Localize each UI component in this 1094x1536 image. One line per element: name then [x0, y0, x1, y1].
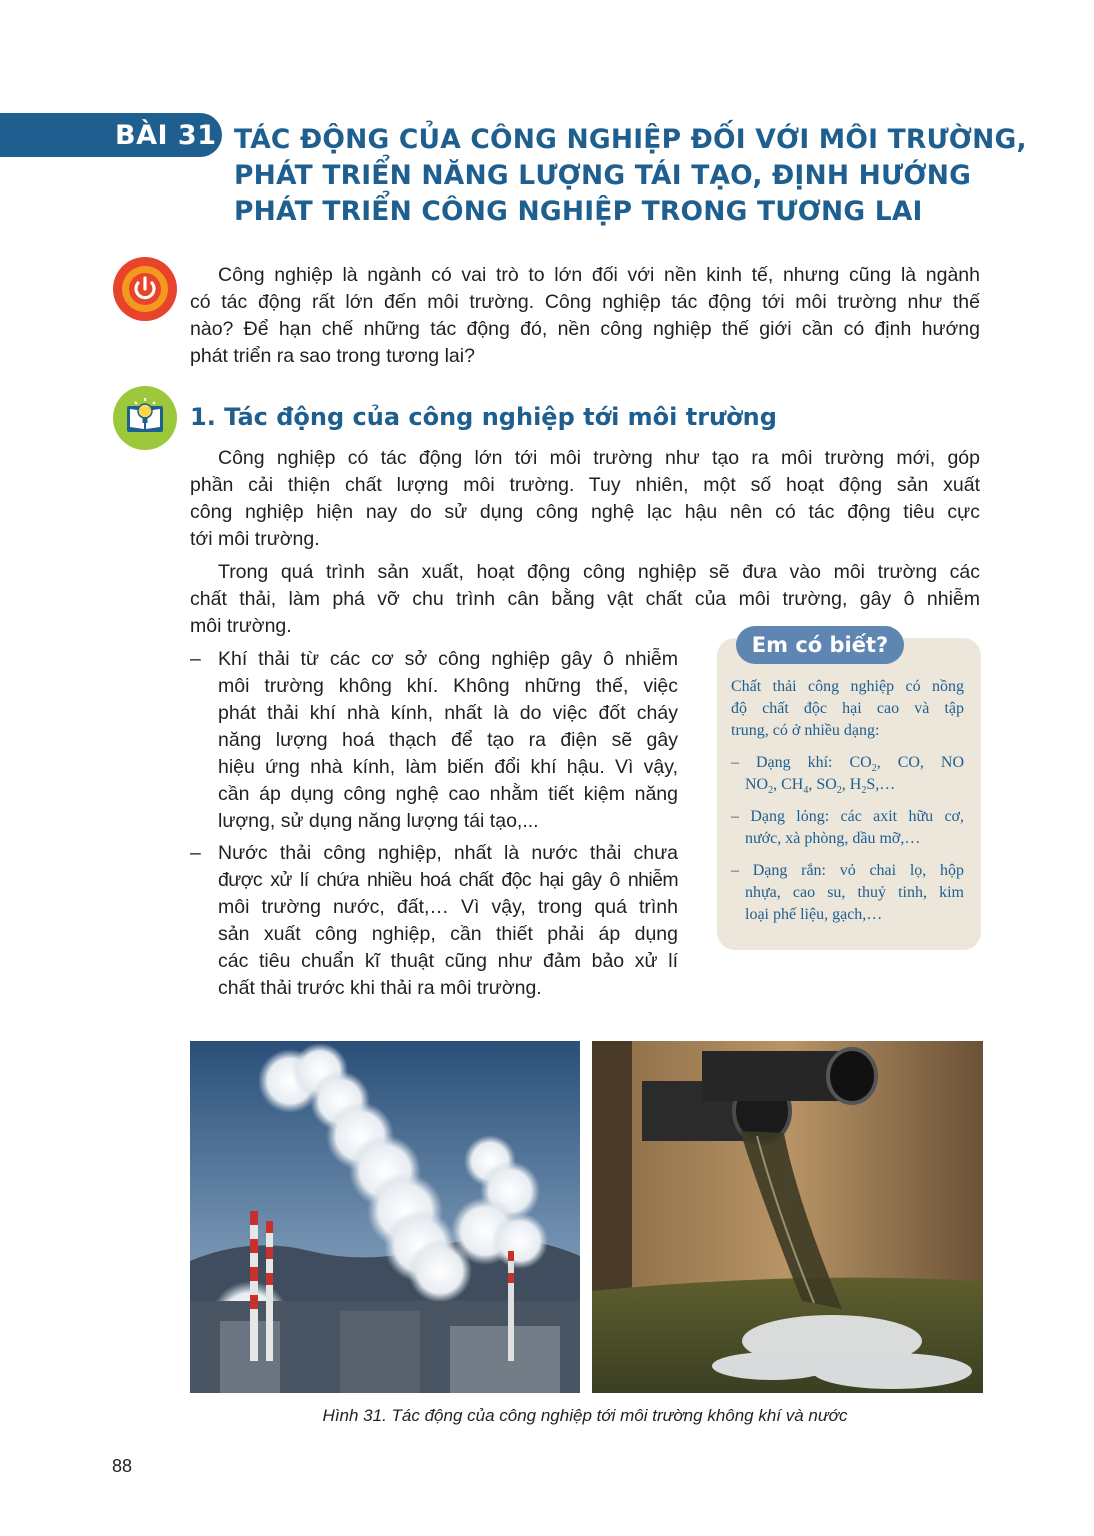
text-line: Công nghiệp là ngành có vai trò to lớn đối với nền kinh tế, nhưng cũng là ngành	[218, 264, 980, 286]
did-you-know-solid	[731, 860, 964, 926]
text-line: độ chất độc hại cao và tập	[731, 700, 964, 717]
did-you-know-gas	[731, 752, 964, 796]
text-line: trung, có ở nhiều dạng:	[731, 722, 880, 739]
did-you-know-intro	[731, 676, 964, 742]
power-icon	[113, 257, 177, 321]
text-line: – Dạng lỏng: các axit hữu cơ,	[731, 808, 964, 825]
page-number: 88	[112, 1456, 133, 1476]
text-line: sản xuất công nghiệp, cần thiết phải áp dụng	[218, 923, 678, 945]
wastewater-pipes-photo	[592, 1041, 983, 1393]
text-line: lượng, sử dụng năng lượng tái tạo,...	[218, 810, 539, 832]
lesson-title-line: TÁC ĐỘNG CỦA CÔNG NGHIỆP ĐỐI VỚI MÔI TRƯỜNG,	[234, 124, 1027, 155]
text-line: phát triển ra sao trong tương lai?	[190, 345, 475, 367]
lesson-title	[234, 122, 1054, 230]
open-book-lightbulb-icon	[113, 386, 177, 450]
bullet-air-pollution	[190, 646, 678, 835]
text-line: chất thải trước khi thải ra môi trường.	[218, 977, 542, 999]
did-you-know-title: Em có biết?	[736, 626, 904, 664]
text-line: tới môi trường.	[190, 528, 320, 550]
lesson-label: BÀI 31	[115, 120, 217, 151]
text-line: Khí thải từ các cơ sở công nghiệp gây ô nhiễm	[218, 648, 678, 670]
text-line: cần áp dụng công nghệ cao nhằm tiết kiệm năng	[218, 783, 678, 805]
text-line: Nước thải công nghiệp, nhất là nước thải chưa	[218, 842, 678, 864]
text-line: Công nghiệp có tác động lớn tới môi trường như tạo ra môi trường mới, góp	[218, 447, 980, 469]
text-line: chất thải, làm phá vỡ chu trình cân bằng vật chất của môi trường, gây ô nhiễm	[190, 588, 980, 610]
text-line: $NO_2$, $CH_4$, $SO_2$, $H_2S,\dots$	[745, 776, 896, 797]
text-line: công nghiệp hiện nay do sử dụng công nghệ lạc hậu nên có tác động tiêu cực	[190, 501, 980, 523]
text-line: môi trường nước, đất,… Vì vậy, trong quá trình	[218, 896, 678, 918]
section-heading: 1. Tác động của công nghiệp tới môi trường	[190, 403, 777, 431]
text-line: loại phế liệu, gạch,…	[745, 906, 883, 923]
section-paragraph-1	[190, 445, 980, 553]
text-line: hiệu ứng nhà kính, làm biến đổi khí hậu. Vì vậy,	[218, 756, 678, 778]
bullet-dash: –	[190, 648, 201, 670]
did-you-know-liquid	[731, 806, 964, 850]
figure-caption: Hình 31. Tác động của công nghiệp tới môi trường không khí và nước	[322, 1406, 848, 1425]
text-line: nào? Để hạn chế những tác động đó, nền công nghiệp thế giới cần có định hướng	[190, 318, 980, 340]
intro-paragraph	[190, 262, 980, 370]
text-line: phần cải thiện chất lượng môi trường. Tuy nhiên, một số hoạt động sản xuất	[190, 474, 980, 496]
text-line: các tiêu chuẩn kĩ thuật cũng như đảm bảo xử lí	[218, 950, 678, 972]
lesson-title-line: PHÁT TRIỂN NĂNG LƯỢNG TÁI TẠO, ĐỊNH HƯỚNG	[234, 160, 972, 191]
text-line: môi trường.	[190, 615, 292, 637]
text-line: nhựa, cao su, thuỷ tinh, kim	[745, 884, 964, 901]
lesson-title-line: PHÁT TRIỂN CÔNG NGHIỆP TRONG TƯƠNG LAI	[234, 196, 923, 227]
text-line: môi trường không khí. Không những thế, việc	[218, 675, 678, 697]
text-line: Trong quá trình sản xuất, hoạt động công nghiệp sẽ đưa vào môi trường các	[218, 561, 980, 583]
text-line: – Dạng khí: $CO_2$, CO, NO	[731, 754, 965, 775]
industrial-smokestacks-photo	[190, 1041, 580, 1393]
text-line: có tác động rất lớn đến môi trường. Công nghiệp tác động tới môi trường như thế	[190, 291, 980, 313]
text-line: phát thải khí nhà kính, nhất là do việc đốt cháy	[218, 702, 678, 724]
bullet-water-pollution	[190, 840, 678, 1002]
text-line: năng lượng hoá thạch để tạo ra điện sẽ gây	[218, 729, 678, 751]
text-line: được xử lí chứa nhiều hoá chất độc hại gây ô nhiễm	[218, 869, 678, 891]
bullet-dash: –	[190, 842, 201, 864]
text-line: nước, xà phòng, dầu mỡ,…	[745, 830, 921, 847]
text-line: Chất thải công nghiệp có nồng	[731, 678, 964, 695]
text-line: – Dạng rắn: vỏ chai lọ, hộp	[731, 862, 964, 879]
